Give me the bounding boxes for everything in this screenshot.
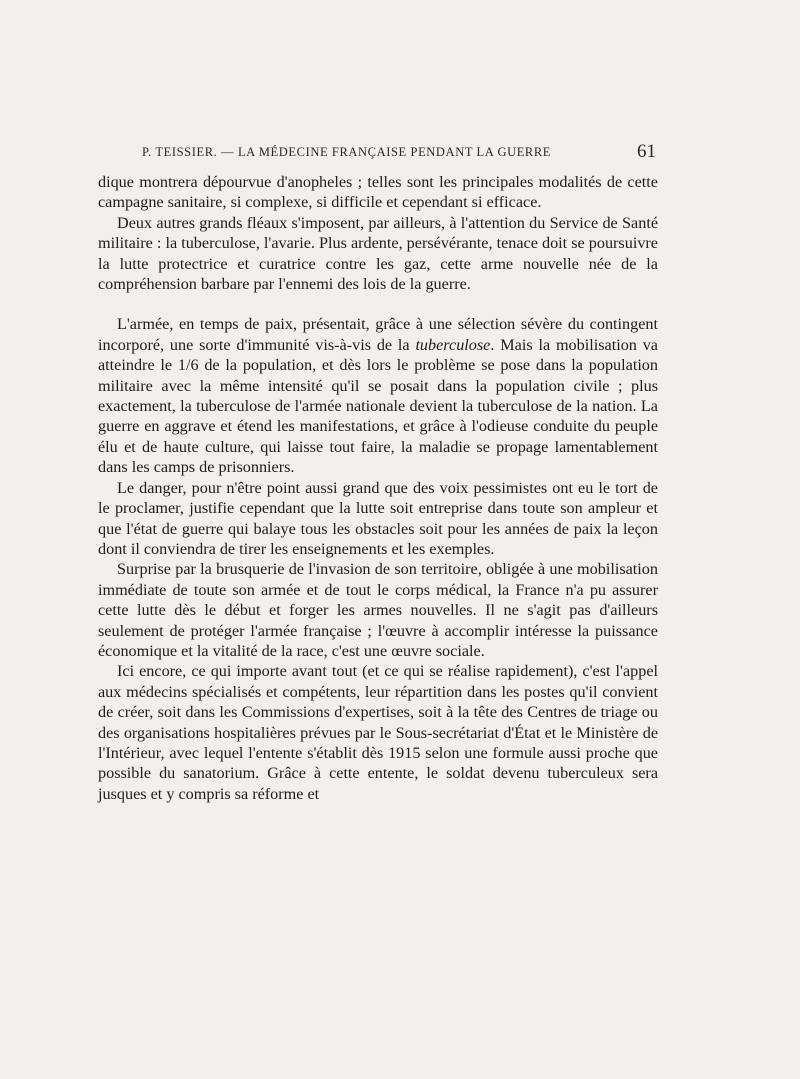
paragraph-tuberculose-start: L'armée, en temps de paix, présentait, grâce à une sélection sévère du contingent incorporé, une sorte d'immunité vis-à-vis de la bbox=[98, 315, 658, 354]
page-number: 61 bbox=[637, 141, 656, 162]
paragraph-tuberculose-end: . Mais la mobilisation va atteindre le 1/6 de la population, et dès lors le problème se pose dans la population militaire avec la même intensité qu'il se posait dans la population civile ; plus exactement, la tuberculose de l'armée nationale devient la tuberculose de la nation. La guerre en aggrave et étend les manifestations, et grâce à l'odieuse conduite du peuple élu et de haute culture, qui laisse tout faire, la maladie se propage lamentablement dans les camps de prisonniers. bbox=[98, 335, 658, 477]
paragraph-ici-encore: Ici encore, ce qui importe avant tout (et ce qui se réalise rapidement), c'est l'appel aux médecins spécialisés et compétents, leur répartition dans les postes qu'il convient de créer, soit dans les Commissions d'expertises, soit à la tête des Centres de triage ou des organisations hospitalières prévues par le Sous-secrétariat d'État et le Ministère de l'Intérieur, avec lequel l'entente s'établit dès 1915 selon une formule aussi proche que possible du sanatorium. Grâce à cette entente, le soldat devenu tuberculeux sera jusques et y compris sa réforme et bbox=[98, 662, 658, 803]
paragraph-tuberculose bbox=[98, 314, 658, 477]
paragraph-danger: Le danger, pour n'être point aussi grand que des voix pessimistes ont eu le tort de le proclamer, justifie cependant que la lutte soit entreprise dans toute son ampleur et que l'état de guerre qui balaye tous les obstacles soit pour les années de paix la leçon dont il conviendra de tirer les enseignements et les exemples. bbox=[98, 478, 658, 558]
running-title: P. TEISSIER. — LA MÉDECINE FRANÇAISE PENDANT LA GUERRE bbox=[142, 145, 552, 159]
paragraph-fleaux: Deux autres grands fléaux s'imposent, par ailleurs, à l'attention du Service de Santé militaire : la tuberculose, l'avarie. Plus ardente, persévérante, tenace doit se poursuivre la lutte protectrice et curatrice contre les gaz, cette arme nouvelle née de la compréhension barbare par l'ennemi des lois de la guerre. bbox=[98, 213, 658, 294]
emphasis-tuberculose: tuberculose bbox=[415, 335, 491, 354]
running-head bbox=[142, 141, 656, 165]
paragraph-continued: dique montrera dépourvue d'anopheles ; telles sont les principales modalités de cette campagne sanitaire, si complexe, si difficile et cependant si efficace. bbox=[98, 173, 658, 212]
paragraph-surprise: Surprise par la brusquerie de l'invasion de son territoire, obligée à une mobilisation immédiate de toute son armée et de tout le corps médical, la France n'a pu assurer cette lutte dès le début et forger les armes nouvelles. Il ne s'agit pas d'ailleurs seulement de protéger l'armée française ; l'œuvre à accomplir intéresse la puissance économique et la vitalité de la race, c'est une œuvre sociale. bbox=[98, 560, 658, 660]
body-text bbox=[98, 172, 658, 804]
